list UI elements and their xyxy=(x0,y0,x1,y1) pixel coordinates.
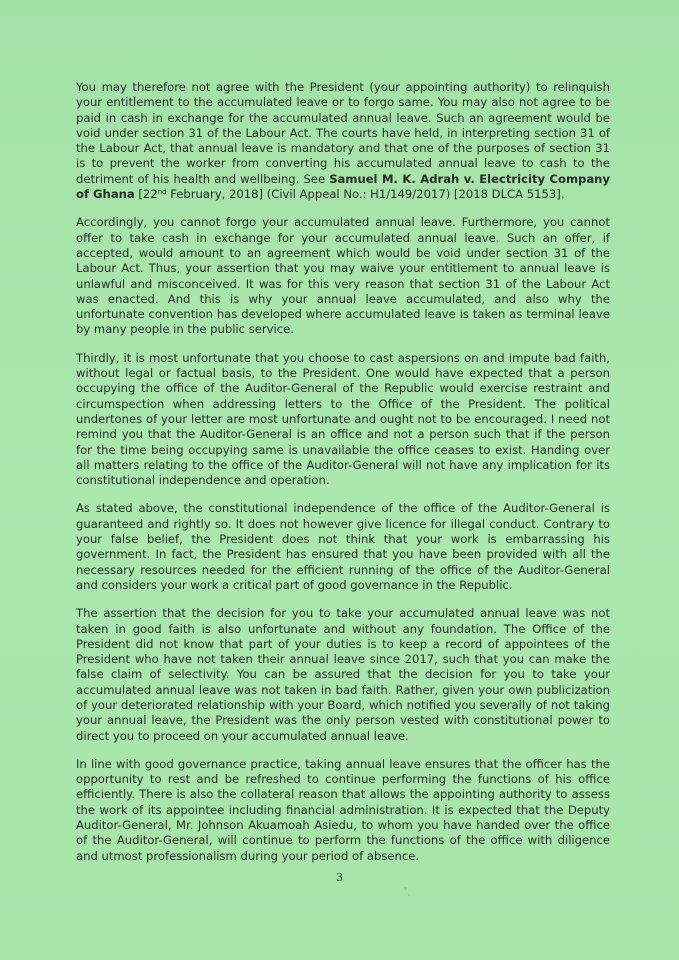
letter-body xyxy=(76,80,610,877)
paragraph-leave-entitlement xyxy=(76,80,610,202)
paragraph-independence: As stated above, the constitutional independence of the office of the Auditor-General is guaranteed and rightly so. It does not however give licence for illegal conduct. Contrary to your false belief, the President does not think that your work is embarrassing his government. In fact, the President has ensured that you have been provided with all the necessary resources needed for the efficient running of the office of the Auditor-General and considers your work a critical part of good governance in the Republic. xyxy=(76,501,610,592)
paragraph-governance: In line with good governance practice, taking annual leave ensures that the officer has the opportunity to rest and be refreshed to continue performing the functions of his office efficiently. There is also the collateral reason that allows the appointing authority to assess the work of its appointee including financial administration. It is expected that the Deputy Auditor-General, Mr. Johnson Akuamoah Asiedu, to whom you have handed over the office of the Auditor-General, will continue to perform the functions of the office with diligence and utmost professionalism during your period of absence. xyxy=(76,756,610,863)
paragraph-text: You may therefore not agree with the President (your appointing authority) to relinquish your entitlement to the accumulated leave or to forgo same. You may also not agree to be paid in cash in exchange for the accumulated annual leave. Such an agreement would be void under section 31 of the Labour Act. The courts have held, in interpreting section 31 of the Labour Act, that annual leave is mandatory and that one of the purposes of section 31 is to prevent the worker from converting his accumulated annual leave to cash to the detriment of his health and wellbeing. See xyxy=(76,80,610,186)
citation-date: [22 xyxy=(134,187,158,202)
page-number: 3 xyxy=(336,871,343,884)
paragraph-bad-faith: Thirdly, it is most unfortunate that you choose to cast aspersions on and impute bad faith, without legal or factual basis, to the President. One would have expected that a person occupying the office of the Auditor-General of the Republic would exercise restraint and circumspection when addressing letters to the Office of the President. The political undertones of your letter are most unfortunate and ought not to be encouraged. I need not remind you that the Auditor-General is an office and not a person such that if the person for the time being occupying same is unavailable the office ceases to exist. Handing over all matters relating to the office of the Auditor-General will not have any implication for its constitutional independence and operation. xyxy=(76,350,610,488)
citation-reference: February, 2018] (Civil Appeal No.: H1/149/2017) [2018 DLCA 5153]. xyxy=(166,187,565,202)
date-suffix: nd xyxy=(157,188,167,197)
paragraph-good-faith: The assertion that the decision for you to take your accumulated annual leave was not taken in good faith is also unfortunate and without any foundation. The Office of the President did not know that part of your duties is to keep a record of appointees of the President who have not taken their annual leave since 2017, such that you can make the false claim of selectivity. You can be assured that the decision for you to take your accumulated annual leave was not taken in bad faith. Rather, given your own publicization of your deteriorated relationship with your Board, which notified you severally of not taking your annual leave, the President was the only person vested with constitutional power to direct you to proceed on your accumulated annual leave. xyxy=(76,606,610,743)
case-citation: Samuel M. K. Adrah v. Electricity Company of Ghana xyxy=(76,171,610,202)
paper-speck xyxy=(404,887,407,890)
paragraph-cannot-forgo: Accordingly, you cannot forgo your accumulated annual leave. Furthermore, you cannot offer to take cash in exchange for your accumulated annual leave. Such an offer, if accepted, would amount to an agreement which would be void under section 31 of the Labour Act. Thus, your assertion that you may waive your entitlement to annual leave is unlawful and misconceived. It was for this very reason that section 31 of the Labour Act was enacted. And this is why your annual leave accumulated, and also why the unfortunate convention has developed where accumulated leave is taken as terminal leave by many people in the public service. xyxy=(76,215,610,337)
paper-speck xyxy=(408,894,410,896)
